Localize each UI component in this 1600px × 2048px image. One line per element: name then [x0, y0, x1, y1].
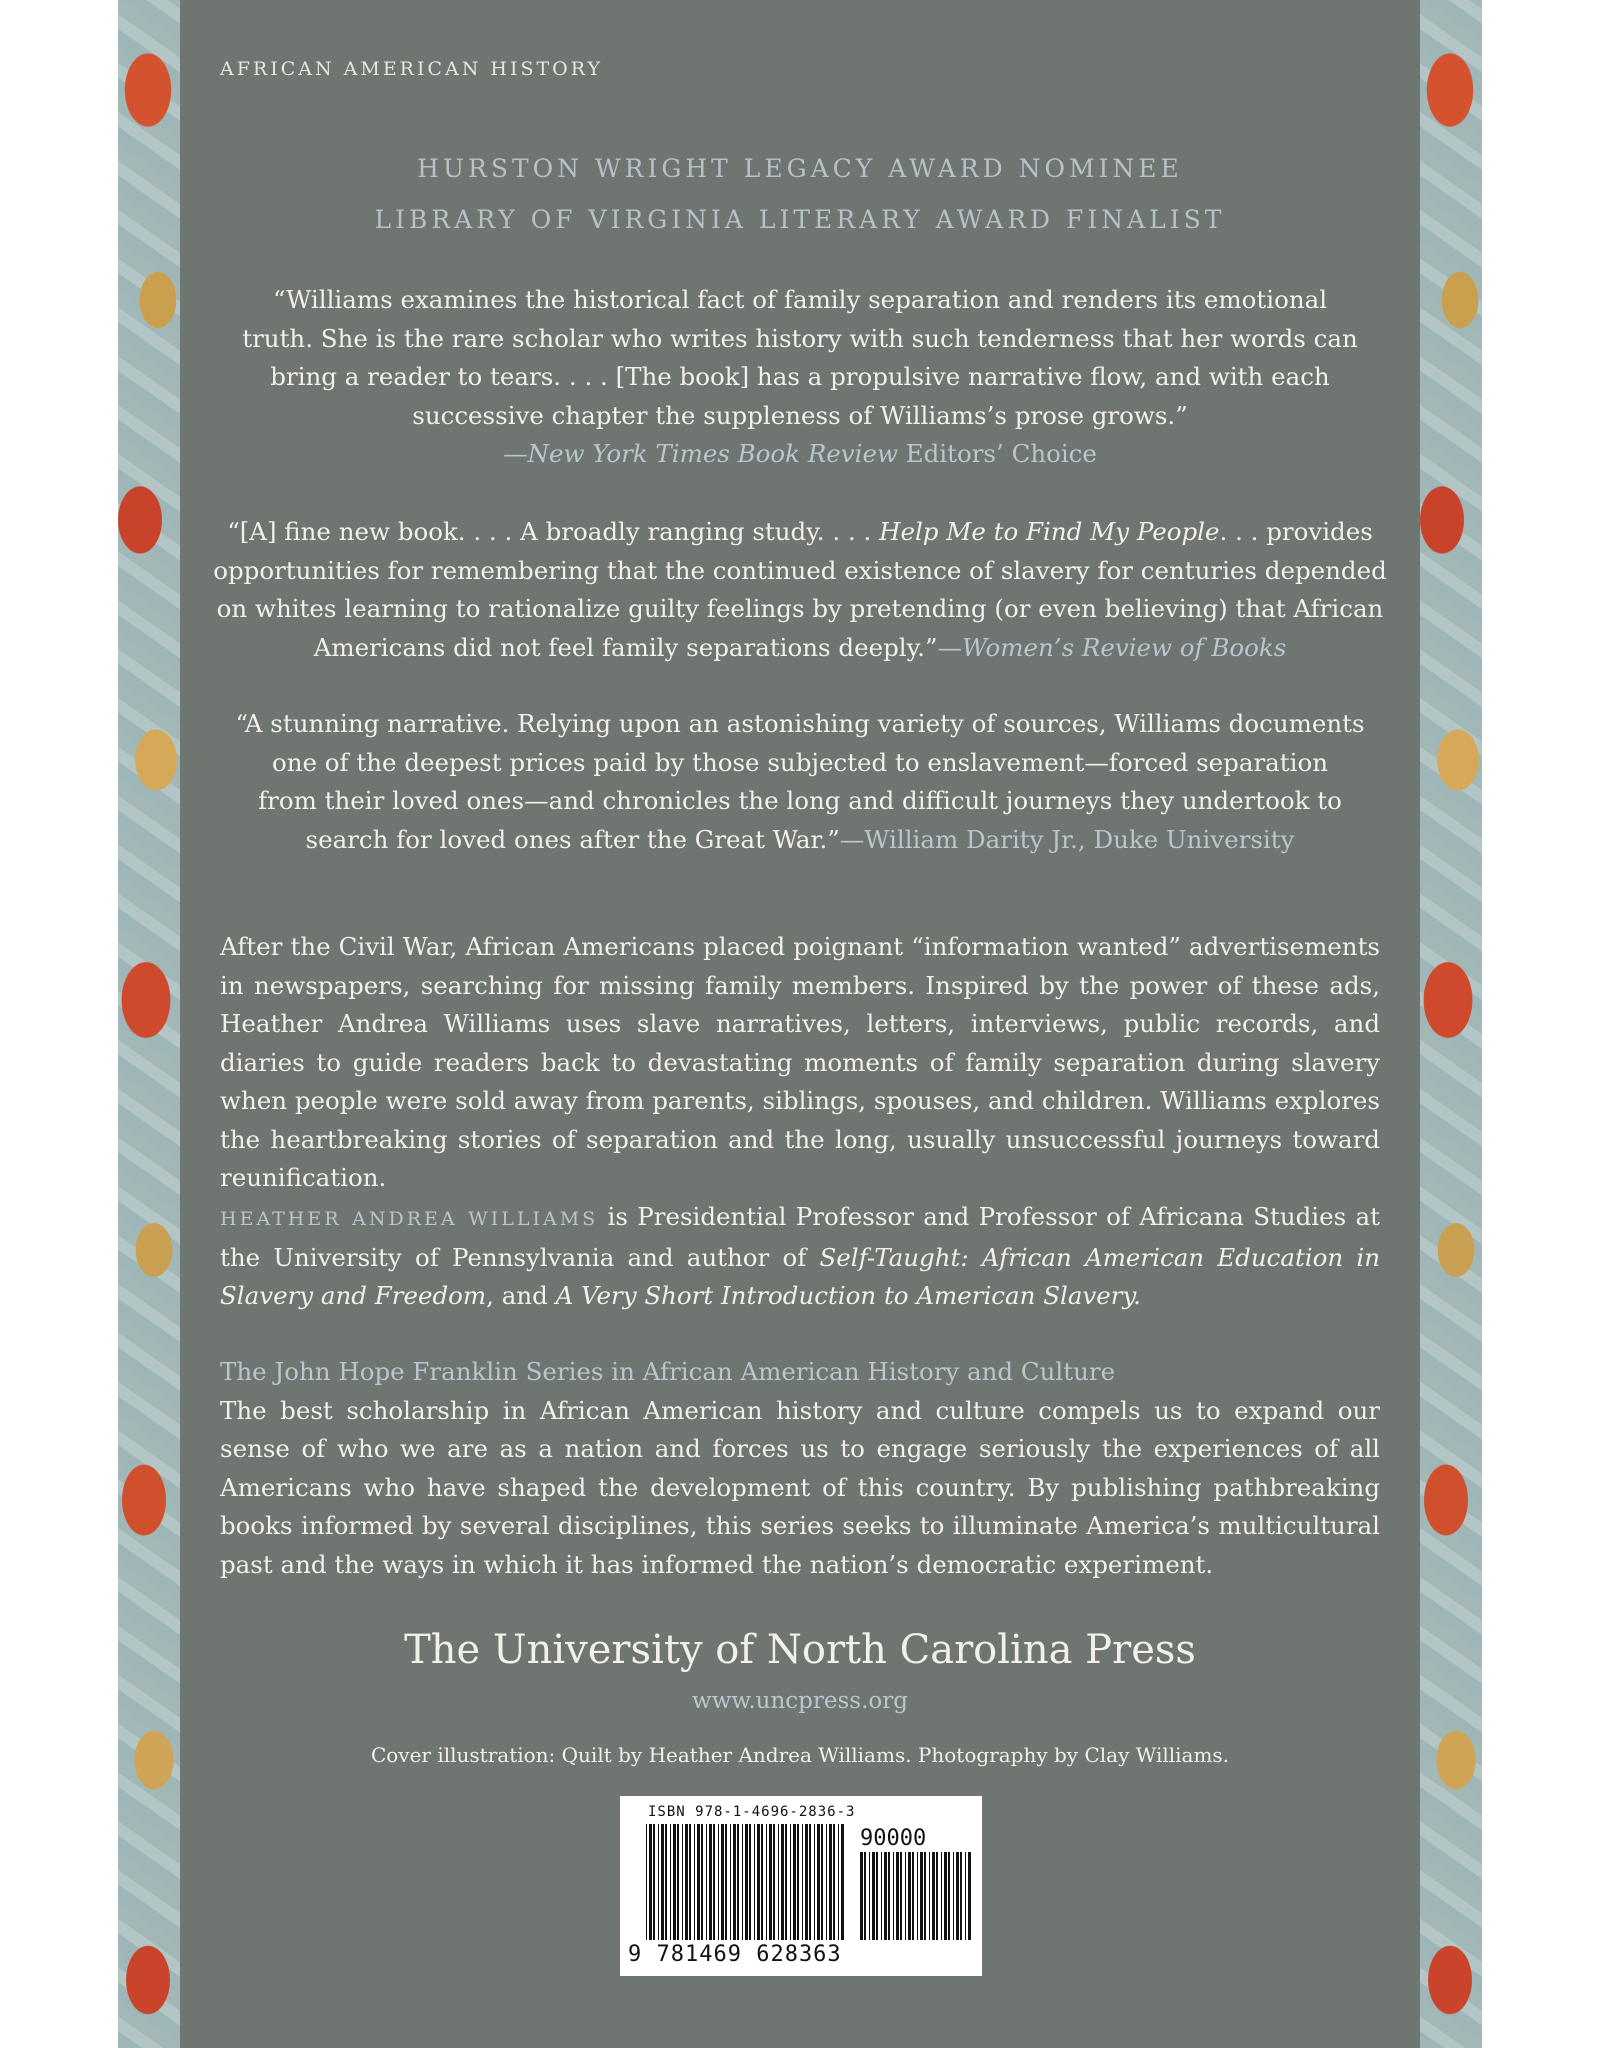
publisher-website: www.uncpress.org [692, 1688, 908, 1714]
author-bio: HEATHER ANDREA WILLIAMS is Presidential Professor and Professor of Africana Studies at the University of Pennsylvania and author of Self-Taught: African American Education in Slavery and Freedom, and A Very Short Introduction to American Slavery. [220, 1202, 1380, 1310]
quote-line: search for loved ones after the Great War.”—William Darity Jr., Duke University [305, 824, 1295, 854]
quote-line: opportunities for remembering that the continued existence of slavery for centuries depended [213, 555, 1387, 585]
series-text: The best scholarship in African American history and culture compels us to expand our sense of who we are as a nation and forces us to engage seriously the experiences of all Americans who have shaped the development of this country. By publishing pathbreaking books informed by several disciplines, this series seeks to illuminate America’s multicultural past and the ways in which it has informed the nation’s democratic experiment. [220, 1395, 1380, 1579]
cover-credit: Cover illustration: Quilt by Heather Andrea Williams. Photography by Clay Williams. [370, 1743, 1230, 1767]
awards-block [180, 143, 1420, 245]
author-book-1: Self-Taught: African American Education in Slavery and Freedom [220, 1242, 1380, 1310]
quote-line: truth. She is the rare scholar who writes history with such tenderness that her words can [242, 323, 1358, 353]
quote-line: “[A] fine new book. . . . A broadly ranging study. . . . Help Me to Find My People. . . provides [227, 517, 1373, 546]
category-label: AFRICAN AMERICAN HISTORY [220, 58, 604, 80]
quote-line: from their loved ones—and chronicles the long and difficult journeys they undertook to [258, 786, 1342, 815]
series-title: The John Hope Franklin Series in African American History and Culture [220, 1357, 1116, 1386]
isbn-label: ISBN 978-1-4696-2836-3 [648, 1804, 856, 1820]
quote-line: successive chapter the suppleness of Williams’s prose grows.” [412, 400, 1188, 430]
quote-line: on whites learning to rationalize guilty feelings by pretending (or even believing) that African [216, 594, 1384, 623]
author-name: HEATHER ANDREA WILLIAMS [220, 1208, 599, 1230]
quilt-border-right [1420, 0, 1482, 2048]
addon-barcode-bars [860, 1852, 972, 1940]
price-code: 90000 [860, 1826, 927, 1851]
book-description: After the Civil War, African Americans placed poignant “information wanted” advertisements in newspapers, searching for missing family members. Inspired by the power of these ads, Heather Andrea Williams uses slave narratives, letters, interviews, public records, and diaries to guide readers back to devastating moments of family separation during slavery when people were sold away from parents, siblings, spouses, and children. Williams explores the heartbreaking stories of separation and the long, usually unsuccessful journeys toward reunification. [220, 932, 1380, 1192]
review-quote-2 [200, 513, 1400, 667]
quote-line: Americans did not feel family separations deeply.”—Women’s Review of Books [313, 632, 1287, 662]
review-quote-3 [200, 705, 1400, 859]
author-book-2: A Very Short Introduction to American Slavery. [555, 1281, 1141, 1310]
quote-line: “A stunning narrative. Relying upon an astonishing variety of sources, Williams documents [235, 709, 1365, 738]
quote-line: bring a reader to tears. . . . [The book] has a propulsive narrative flow, and with each [270, 362, 1330, 391]
quote-attribution: —William Darity Jr., Duke University [839, 824, 1295, 854]
award-nominee: HURSTON WRIGHT LEGACY AWARD NOMINEE [417, 154, 1183, 183]
publisher-name: The University of North Carolina Press [404, 1627, 1196, 1673]
review-quote-1 [200, 281, 1400, 474]
quote-line: one of the deepest prices paid by those subjected to enslavement—forced separation [271, 747, 1328, 777]
quilt-border-left [118, 0, 180, 2048]
quote-attribution: —Women’s Review of Books [937, 632, 1287, 662]
quote-attribution: —New York Times Book Review Editors’ Choice [503, 439, 1097, 468]
series-description [220, 1353, 1380, 1584]
ean-barcode-bars [646, 1824, 846, 1940]
ean-digits: 9 781469 628363 [628, 1942, 842, 1967]
isbn-barcode [620, 1796, 982, 1976]
award-finalist: LIBRARY OF VIRGINIA LITERARY AWARD FINALIST [374, 205, 1226, 234]
quote-line: “Williams examines the historical fact of family separation and renders its emotional [272, 285, 1328, 314]
